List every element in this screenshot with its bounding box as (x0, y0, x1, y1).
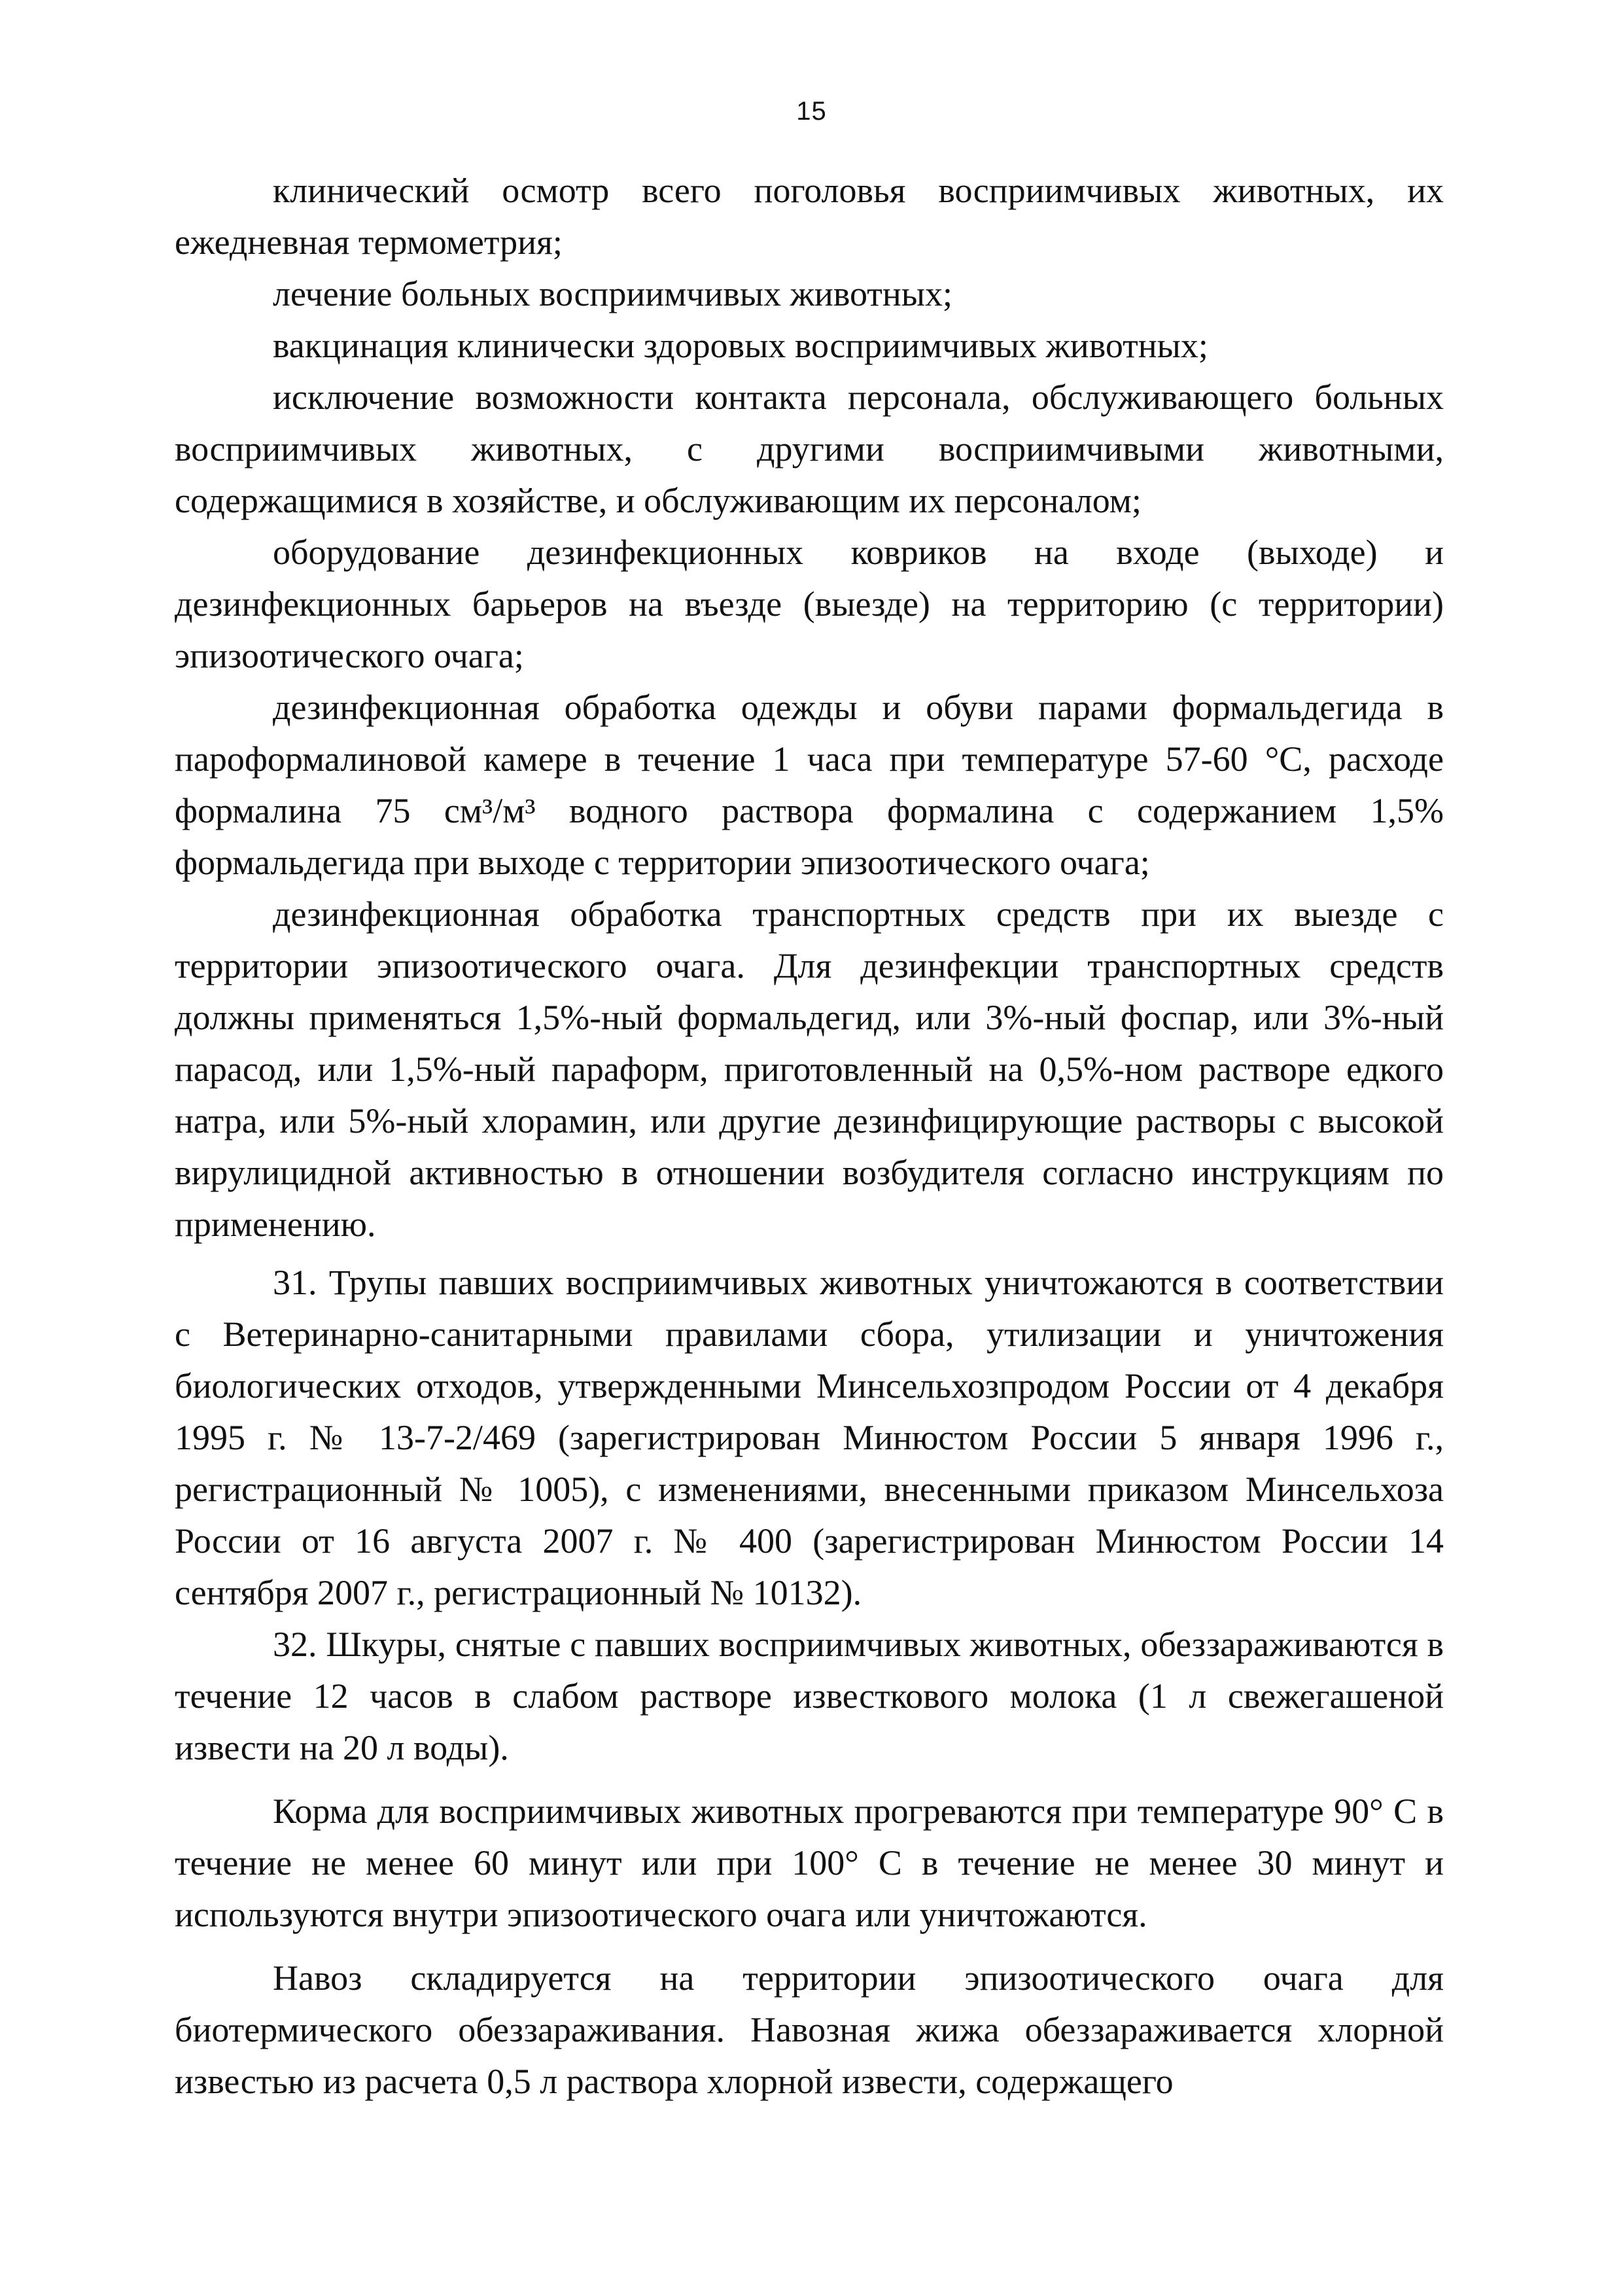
paragraph-disinfection-mats: оборудование дезинфекционных ковриков на входе (выходе) и дезинфекционных барьеров на въезде (выезде) на территорию (с территории) эпизоотического очага; (175, 533, 1444, 675)
paragraph-vehicle-disinfection: дезинфекционная обработка транспортных средств при их выезде с территории эпизоотического очага. Для дезинфекции транспортных средств должны применяться 1,5%-ный формальдегид, или 3%-ный фоспар, или 3%-ный парасод, или 1,5%-ный параформ, приготовленный на 0,5%-ном растворе едкого натра, или 5%-ный хлорамин, или другие дезинфицирующие растворы с высокой вирулицидной активностью в отношении возбудителя согласно инструкциям по применению. (175, 894, 1444, 1244)
paragraph-contact-exclusion: исключение возможности контакта персонала, обслуживающего больных восприимчивых животных, с другими восприимчивыми животными, содержащимися в хозяйстве, и обслуживающим их персоналом; (175, 378, 1444, 520)
page-number: 15 (796, 97, 827, 126)
paragraph-item-32: 32. Шкуры, снятые с павших восприимчивых животных, обеззараживаются в течение 12 часов в слабом растворе известкового молока (1 л свежегашеной извести на 20 л воды). (175, 1625, 1444, 1767)
paragraph-treatment: лечение больных восприимчивых животных; (273, 274, 953, 313)
paragraph-clinical-exam: клинический осмотр всего поголовья восприимчивых животных, их ежедневная термометрия; (175, 171, 1444, 262)
paragraph-clothing-disinfection: дезинфекционная обработка одежды и обуви парами формальдегида в пароформалиновой камере в течение 1 часа при температуре 57-60 °С, расходе формалина 75 см³/м³ водного раствора формалина с содержанием 1,5% формальдегида при выходе с территории эпизоотического очага; (175, 688, 1444, 882)
paragraph-vaccination: вакцинация клинически здоровых восприимчивых животных; (273, 326, 1208, 365)
paragraph-manure: Навоз складируется на территории эпизоотического очага для биотермического обеззараживания. Навозная жижа обеззараживается хлорной известью из расчета 0,5 л раствора хлорной извести, содержащего (175, 1958, 1444, 2101)
paragraph-feed: Корма для восприимчивых животных прогреваются при температуре 90° С в течение не менее 60 минут или при 100° С в течение не менее 30 минут и используются внутри эпизоотического очага или уничтожаются. (175, 1792, 1444, 1934)
paragraph-item-31: 31. Трупы павших восприимчивых животных уничтожаются в соответствии с Ветеринарно-санитарными правилами сбора, утилизации и уничтожения биологических отходов, утвержденными Минсельхозпродом России от 4 декабря 1995 г. № 13-7-2/469 (зарегистрирован Минюстом России 5 января 1996 г., регистрационный № 1005), с изменениями, внесенными приказом Минсельхоза России от 16 августа 2007 г. № 400 (зарегистрирован Минюстом России 14 сентября 2007 г., регистрационный № 10132). (175, 1263, 1444, 1612)
document-body (175, 165, 1444, 2108)
